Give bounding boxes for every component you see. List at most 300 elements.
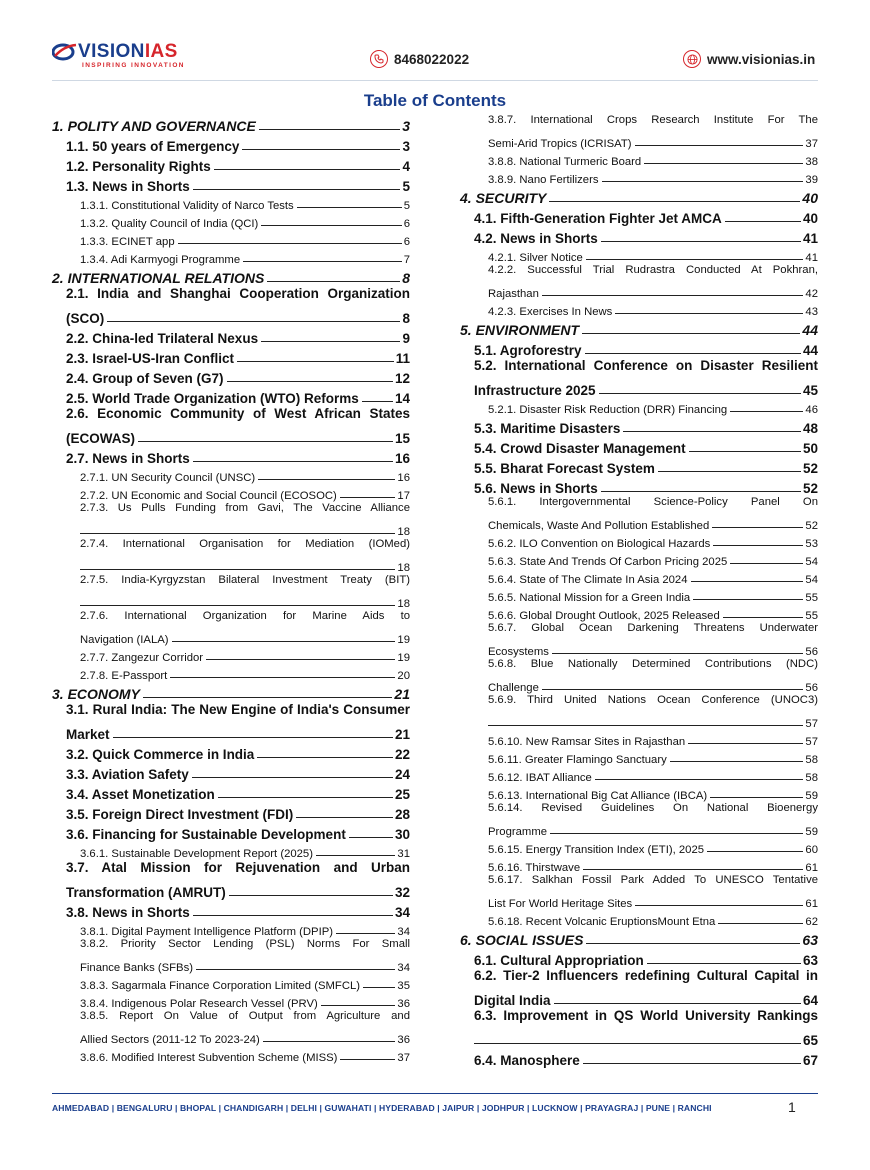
footer-cities: AHMEDABAD | BENGALURU | BHOPAL | CHANDIGARH | DELHI | GUWAHATI | HYDERABAD | JAIPUR | JODHPUR | LUCKNOW | PRAYAGRAJ | PUNE | RANCHI [52,1103,712,1113]
toc-leader-line [243,261,402,262]
toc-leader-line [718,923,803,924]
toc-entry-title: 1.1. 50 years of Emergency [66,139,240,154]
toc-entry-row[interactable] [488,132,818,150]
toc-entry-title-line: 3.8.2. Priority Sector Lending (PSL) Norms For Small [80,938,410,950]
toc-page-number: 43 [805,306,818,318]
toc-entry-row[interactable] [52,366,410,386]
website-link[interactable] [683,50,815,68]
toc-entry-row[interactable] [52,992,410,1010]
toc-entry-row[interactable] [52,134,410,154]
toc-entry-title: 3. ECONOMY [52,686,140,702]
toc-entry-row[interactable] [52,248,410,266]
toc-entry-row[interactable] [474,1028,818,1048]
toc-page-number: 57 [805,718,818,730]
toc-entry-title: 4.2.3. Exercises In News [488,306,613,318]
toc-entry-row[interactable] [52,842,410,860]
toc-entry-title: 2.7.2. UN Economic and Social Council (ECOSOC) [80,490,337,502]
toc-entry-row[interactable] [460,856,818,874]
toc-page-number: 64 [802,993,818,1008]
toc-entry-title: Digital India [474,993,551,1008]
toc-page-number: 36 [397,998,410,1010]
toc-leader-line [712,527,803,528]
toc-entry-row[interactable] [460,318,818,338]
toc-entry[interactable] [460,874,818,910]
toc-page-number: 59 [805,826,818,838]
toc-entry-title: 5.5. Bharat Forecast System [474,461,655,476]
toc-leader-line [552,653,804,654]
toc-page-number: 19 [397,634,410,646]
toc-page-number: 17 [397,490,410,502]
toc-entry-title: 1.2. Personality Rights [66,159,211,174]
toc-leader-line [178,243,402,244]
toc-entry-title: Challenge [488,682,539,694]
toc-entry-title: 1.3.4. Adi Karmyogi Programme [80,254,241,266]
toc-page-number: 25 [394,787,410,802]
toc-leader-line [586,943,800,944]
toc-entry-row[interactable] [460,206,818,226]
toc-leader-line [550,833,803,834]
toc-leader-line [296,817,393,818]
logo-brand-accent: IAS [144,41,178,62]
toc-entry-row[interactable] [52,974,410,992]
toc-entry-title-line: 3.8.7. International Crops Research Institute For The [488,114,818,126]
toc-entry-row[interactable] [460,398,818,416]
toc-entry-title: 5.2.1. Disaster Risk Reduction (DRR) Financing [488,404,728,416]
toc-entry-row[interactable] [66,306,410,326]
toc-entry-row[interactable] [52,326,410,346]
toc-page-number: 44 [802,343,818,358]
toc-leader-line [488,725,803,726]
toc-leader-line [107,321,400,322]
phone-number: 8468022022 [394,51,470,67]
toc-entry[interactable] [460,622,818,658]
toc-entry-row[interactable] [460,586,818,604]
toc-entry-row[interactable] [474,988,818,1008]
toc-page-number: 9 [402,331,410,346]
toc-entry-title: 2.2. China-led Trilateral Nexus [66,331,259,346]
toc-entry-title: 4.2.1. Silver Notice [488,252,583,264]
toc-entry-row[interactable] [488,820,818,838]
toc-entry-title-line: 6.3. Improvement in QS World University Rankings [474,1008,818,1023]
toc-entry[interactable] [52,406,410,446]
toc-leader-line [113,737,393,738]
toc-entry-title-line: 3.8.5. Report On Value of Output from Agriculture and [80,1010,410,1022]
toc-page-number: 34 [397,962,410,974]
toc-page-number: 22 [394,747,410,762]
logo-brand-main: VISION [78,41,145,62]
toc-entry-row[interactable] [460,766,818,784]
toc-page-number: 38 [805,156,818,168]
toc-leader-line [542,295,804,296]
toc-page-number: 8 [402,311,410,326]
toc-leader-line [80,533,395,534]
toc-entry-title: 3.8.4. Indigenous Polar Research Vessel (PRV) [80,998,318,1010]
toc-entry-row[interactable] [460,730,818,748]
toc-page-number: 44 [802,322,818,338]
toc-entry-row[interactable] [80,556,410,574]
toc-leader-line [615,313,803,314]
globe-icon [683,50,701,68]
toc-entry-title: 2.5. World Trade Organization (WTO) Reforms [66,391,359,406]
toc-entry-title: 1.3.2. Quality Council of India (QCI) [80,218,259,230]
toc-page-number: 34 [397,926,410,938]
toc-entry[interactable] [460,496,818,532]
toc-leader-line [693,599,803,600]
toc-entry-row[interactable] [460,910,818,928]
toc-leader-line [193,189,401,190]
toc-entry-title-line: 5.2. International Conference on Disaster Resilient [474,358,818,373]
toc-page-number: 41 [805,252,818,264]
toc-entry-title: 3.8.6. Modified Interest Subvention Scheme (MISS) [80,1052,338,1064]
toc-entry-title: 3.4. Asset Monetization [66,787,215,802]
toc-page-number: 61 [805,862,818,874]
toc-page-number: 52 [802,461,818,476]
toc-entry-title: 3.6. Financing for Sustainable Development [66,827,346,842]
toc-leader-line [340,1059,395,1060]
toc-entry-title: 5.6.11. Greater Flamingo Sanctuary [488,754,667,766]
toc-leader-line [582,333,800,334]
toc-entry-row[interactable] [52,466,410,484]
toc-page-number: 28 [394,807,410,822]
toc-entry-row[interactable] [52,742,410,762]
toc-entry-title: 2.7.1. UN Security Council (UNSC) [80,472,256,484]
toc-page-number: 32 [394,885,410,900]
toc-entry-row[interactable] [52,212,410,230]
toc-entry-title: (ECOWAS) [66,431,135,446]
toc-entry-row[interactable] [52,154,410,174]
toc-page-number: 62 [805,916,818,928]
vision-ias-logo[interactable] [52,40,212,72]
header-divider [52,80,818,81]
toc-entry-row[interactable] [52,174,410,194]
toc-entry-row[interactable] [52,782,410,802]
toc-entry-title: Finance Banks (SFBs) [80,962,194,974]
toc-entry-row[interactable] [52,1046,410,1064]
toc-entry-title: 1.3.3. ECINET app [80,236,175,248]
toc-entry-row[interactable] [52,920,410,938]
toc-entry-row[interactable] [460,532,818,550]
page-header [0,0,870,84]
toc-page-number: 5 [402,179,410,194]
toc-entry-row[interactable] [460,568,818,586]
toc-entry[interactable] [460,968,818,1008]
toc-entry-row[interactable] [460,948,818,968]
toc-entry[interactable] [52,938,410,974]
toc-entry-row[interactable] [52,266,410,286]
toc-leader-line [321,1005,396,1006]
toc-leader-line [192,777,393,778]
toc-leader-line [261,341,400,342]
toc-entry-title-line: 2.7.5. India-Kyrgyzstan Bilateral Investment Treaty (BIT) [80,574,410,586]
toc-page-number: 36 [397,1034,410,1046]
toc-entry-row[interactable] [460,604,818,622]
toc-page-number: 63 [802,953,818,968]
toc-entry-title: 1.3.1. Constitutional Validity of Narco Tests [80,200,294,212]
toc-page-number: 20 [397,670,410,682]
toc-entry-row[interactable] [52,682,410,702]
toc-leader-line [80,605,395,606]
toc-page-number: 54 [805,556,818,568]
toc-entry[interactable] [52,702,410,742]
toc-entry-row[interactable] [488,676,818,694]
toc-entry-title: 5.6. News in Shorts [474,481,598,496]
toc-leader-line [193,915,393,916]
toc-entry[interactable] [52,574,410,610]
toc-entry-title: 5.6.13. International Big Cat Alliance (IBCA) [488,790,708,802]
toc-entry-row[interactable] [488,514,818,532]
toc-leader-line [713,545,803,546]
toc-entry-title: 3.8.3. Sagarmala Finance Corporation Limited (SMFCL) [80,980,361,992]
toc-entry-title: 3.3. Aviation Safety [66,767,189,782]
toc-page-number: 50 [802,441,818,456]
toc-entry-title: 2.7.8. E-Passport [80,670,168,682]
toc-entry-title: 5.1. Agroforestry [474,343,582,358]
toc-entry-title: 1. POLITY AND GOVERNANCE [52,118,256,134]
toc-leader-line [689,451,801,452]
toc-leader-line [206,659,395,660]
toc-entry-title: 4.1. Fifth-Generation Fighter Jet AMCA [474,211,722,226]
toc-entry-title: 5.6.18. Recent Volcanic EruptionsMount Etna [488,916,716,928]
toc-entry-row[interactable] [488,892,818,910]
toc-leader-line [143,697,393,698]
toc-leader-line [80,569,395,570]
toc-entry-title: 2.3. Israel-US-Iran Conflict [66,351,235,366]
toc-page-number: 52 [802,481,818,496]
toc-entry-row[interactable] [52,762,410,782]
toc-entry[interactable] [460,358,818,398]
toc-entry-row[interactable] [52,664,410,682]
toc-entry-title-line: 4.2.2. Successful Trial Rudrastra Conducted At Pokhran, [488,264,818,276]
toc-entry-row[interactable] [460,300,818,318]
toc-entry-row[interactable] [460,338,818,358]
toc-page-number: 46 [805,404,818,416]
toc-page-number: 56 [805,646,818,658]
toc-leader-line [261,225,401,226]
toc-leader-line [725,221,801,222]
toc-page-number: 45 [802,383,818,398]
toc-entry-row[interactable] [52,386,410,406]
toc-entry[interactable] [52,610,410,646]
toc-leader-line [691,581,804,582]
toc-leader-line [542,689,804,690]
toc-page-number: 56 [805,682,818,694]
toc-entry-row[interactable] [460,226,818,246]
toc-leader-line [602,181,804,182]
toc-leader-line [601,241,801,242]
toc-entry[interactable] [52,286,410,326]
toc-leader-line [362,401,393,402]
toc-entry-row[interactable] [460,246,818,264]
toc-entry-row[interactable] [80,956,410,974]
toc-entry[interactable] [52,538,410,574]
toc-leader-line [196,969,395,970]
toc-leader-line [710,797,803,798]
toc-entry-row[interactable] [460,416,818,436]
toc-leader-line [585,353,801,354]
toc-entry-row[interactable] [52,484,410,502]
toc-entry[interactable] [460,658,818,694]
toc-entry[interactable] [460,694,818,730]
toc-entry-row[interactable] [460,476,818,496]
toc-page-number: 57 [805,736,818,748]
toc-page-number: 18 [397,598,410,610]
toc-entry-row[interactable] [66,722,410,742]
toc-entry-row[interactable] [80,628,410,646]
toc-page-number: 3 [402,139,410,154]
toc-entry-row[interactable] [52,802,410,822]
toc-column-right [460,114,818,1068]
page-title: Table of Contents [363,91,507,110]
toc-entry-row[interactable] [474,378,818,398]
toc-leader-line [586,259,804,260]
toc-entry-row[interactable] [52,900,410,920]
toc-page-number: 41 [802,231,818,246]
toc-entry-row[interactable] [66,426,410,446]
toc-page-number: 58 [805,772,818,784]
toc-entry-row[interactable] [80,520,410,538]
toc-entry-row[interactable] [460,456,818,476]
toc-page-number: 55 [805,592,818,604]
toc-entry[interactable] [52,860,410,900]
toc-leader-line [170,677,395,678]
toc-leader-line [259,129,400,130]
toc-entry-row[interactable] [460,748,818,766]
toc-entry-row[interactable] [52,346,410,366]
toc-entry-title-line: 2.7.6. International Organization for Marine Aids to [80,610,410,622]
toc-entry-row[interactable] [66,880,410,900]
toc-page-number: 42 [805,288,818,300]
toc-leader-line [138,441,393,442]
toc-entry-row[interactable] [460,784,818,802]
toc-entry-title: 5.6.10. New Ramsar Sites in Rajasthan [488,736,686,748]
toc-page-number: 14 [394,391,410,406]
toc-entry[interactable] [460,114,818,150]
toc-leader-line [635,905,803,906]
toc-page-number: 30 [394,827,410,842]
toc-entry-row[interactable] [460,1048,818,1068]
toc-leader-line [227,381,393,382]
toc-entry-title: 3.2. Quick Commerce in India [66,747,255,762]
toc-entry-title: 3.6.1. Sustainable Development Report (2025) [80,848,313,860]
toc-entry-row[interactable] [460,550,818,568]
toc-entry-title-line: 2.7.3. Us Pulls Funding from Gavi, The Vaccine Alliance [80,502,410,514]
toc-page-number: 7 [403,254,410,266]
toc-entry-title-line: 5.6.8. Blue Nationally Determined Contributions (NDC) [488,658,818,670]
toc-page-number: 55 [805,610,818,622]
toc-page-number: 19 [397,652,410,664]
toc-leader-line [583,869,803,870]
toc-entry-title-line: 2.6. Economic Community of West African States [66,406,410,421]
toc-page-number: 52 [805,520,818,532]
toc-entry[interactable] [460,802,818,838]
toc-leader-line [258,479,395,480]
toc-entry-row[interactable] [460,168,818,186]
toc-entry-title: Semi-Arid Tropics (ICRISAT) [488,138,632,150]
toc-entry[interactable] [52,1010,410,1046]
toc-entry-row[interactable] [488,712,818,730]
toc-leader-line [549,201,800,202]
toc-page-number: 21 [394,727,410,742]
toc-entry-title: 5.6.6. Global Drought Outlook, 2025 Released [488,610,720,622]
toc-leader-line [595,779,804,780]
toc-entry[interactable] [460,1008,818,1048]
phone-contact[interactable] [370,50,469,68]
toc-page-number: 18 [397,526,410,538]
toc-entry-title: 5.6.5. National Mission for a Green India [488,592,691,604]
toc-entry-row[interactable] [52,446,410,466]
toc-entry-title: 4. SECURITY [460,190,547,206]
toc-entry-title: Chemicals, Waste And Pollution Established [488,520,710,532]
toc-leader-line [263,1041,396,1042]
toc-leader-line [730,411,803,412]
toc-entry-title-line: 5.6.1. Intergovernmental Science-Policy Panel On [488,496,818,508]
toc-entry-title: 5.6.3. State And Trends Of Carbon Pricing 2025 [488,556,728,568]
logo-tagline: INSPIRING INNOVATION [82,62,185,69]
toc-entry-row[interactable] [460,928,818,948]
toc-entry-title: 6.1. Cultural Appropriation [474,953,644,968]
toc-leader-line [214,169,401,170]
logo-swoosh-icon [52,42,78,62]
toc-leader-line [599,393,801,394]
toc-entry-row[interactable] [460,838,818,856]
toc-entry-row[interactable] [52,114,410,134]
toc-page-number: 16 [394,451,410,466]
toc-page-number: 61 [805,898,818,910]
toc-page-number: 34 [394,905,410,920]
toc-leader-line [193,461,393,462]
toc-entry-row[interactable] [52,194,410,212]
toc-leader-line [267,281,400,282]
toc-entry-title: 5.6.2. ILO Convention on Biological Hazards [488,538,711,550]
toc-leader-line [172,641,396,642]
toc-entry-row[interactable] [460,186,818,206]
toc-entry-title: 2.7. News in Shorts [66,451,190,466]
toc-entry-title: 5.6.12. IBAT Alliance [488,772,592,784]
toc-leader-line [297,207,402,208]
toc-entry-title: 3.8.1. Digital Payment Intelligence Platform (DPIP) [80,926,334,938]
phone-icon [370,50,388,68]
toc-leader-line [623,431,801,432]
toc-entry-title-line: 5.6.9. Third United Nations Ocean Conference (UNOC3) [488,694,818,706]
toc-entry-row[interactable] [460,436,818,456]
toc-entry-title-line: 5.6.14. Revised Guidelines On National Bioenergy [488,802,818,814]
toc-page-number: 48 [802,421,818,436]
toc-leader-line [730,563,803,564]
toc-entry-row[interactable] [52,646,410,664]
toc-entry-title: 4.2. News in Shorts [474,231,598,246]
toc-leader-line [363,987,395,988]
toc-entry[interactable] [52,502,410,538]
toc-entry-title: 3.8. News in Shorts [66,905,190,920]
toc-leader-line [723,617,804,618]
toc-column-left [52,114,410,1064]
toc-entry-row[interactable] [52,230,410,248]
toc-entry-row[interactable] [80,592,410,610]
toc-page-number: 5 [403,200,410,212]
toc-leader-line [218,797,393,798]
toc-entry-title-line: 2.1. India and Shanghai Cooperation Organization [66,286,410,301]
toc-page-number: 40 [802,211,818,226]
toc-entry-row[interactable] [52,822,410,842]
toc-page-number: 60 [805,844,818,856]
toc-entry-row[interactable] [460,150,818,168]
toc-leader-line [635,145,804,146]
toc-page-number: 3 [402,118,410,134]
toc-entry-row[interactable] [488,282,818,300]
toc-entry-row[interactable] [488,640,818,658]
toc-entry[interactable] [460,264,818,300]
toc-entry-row[interactable] [80,1028,410,1046]
